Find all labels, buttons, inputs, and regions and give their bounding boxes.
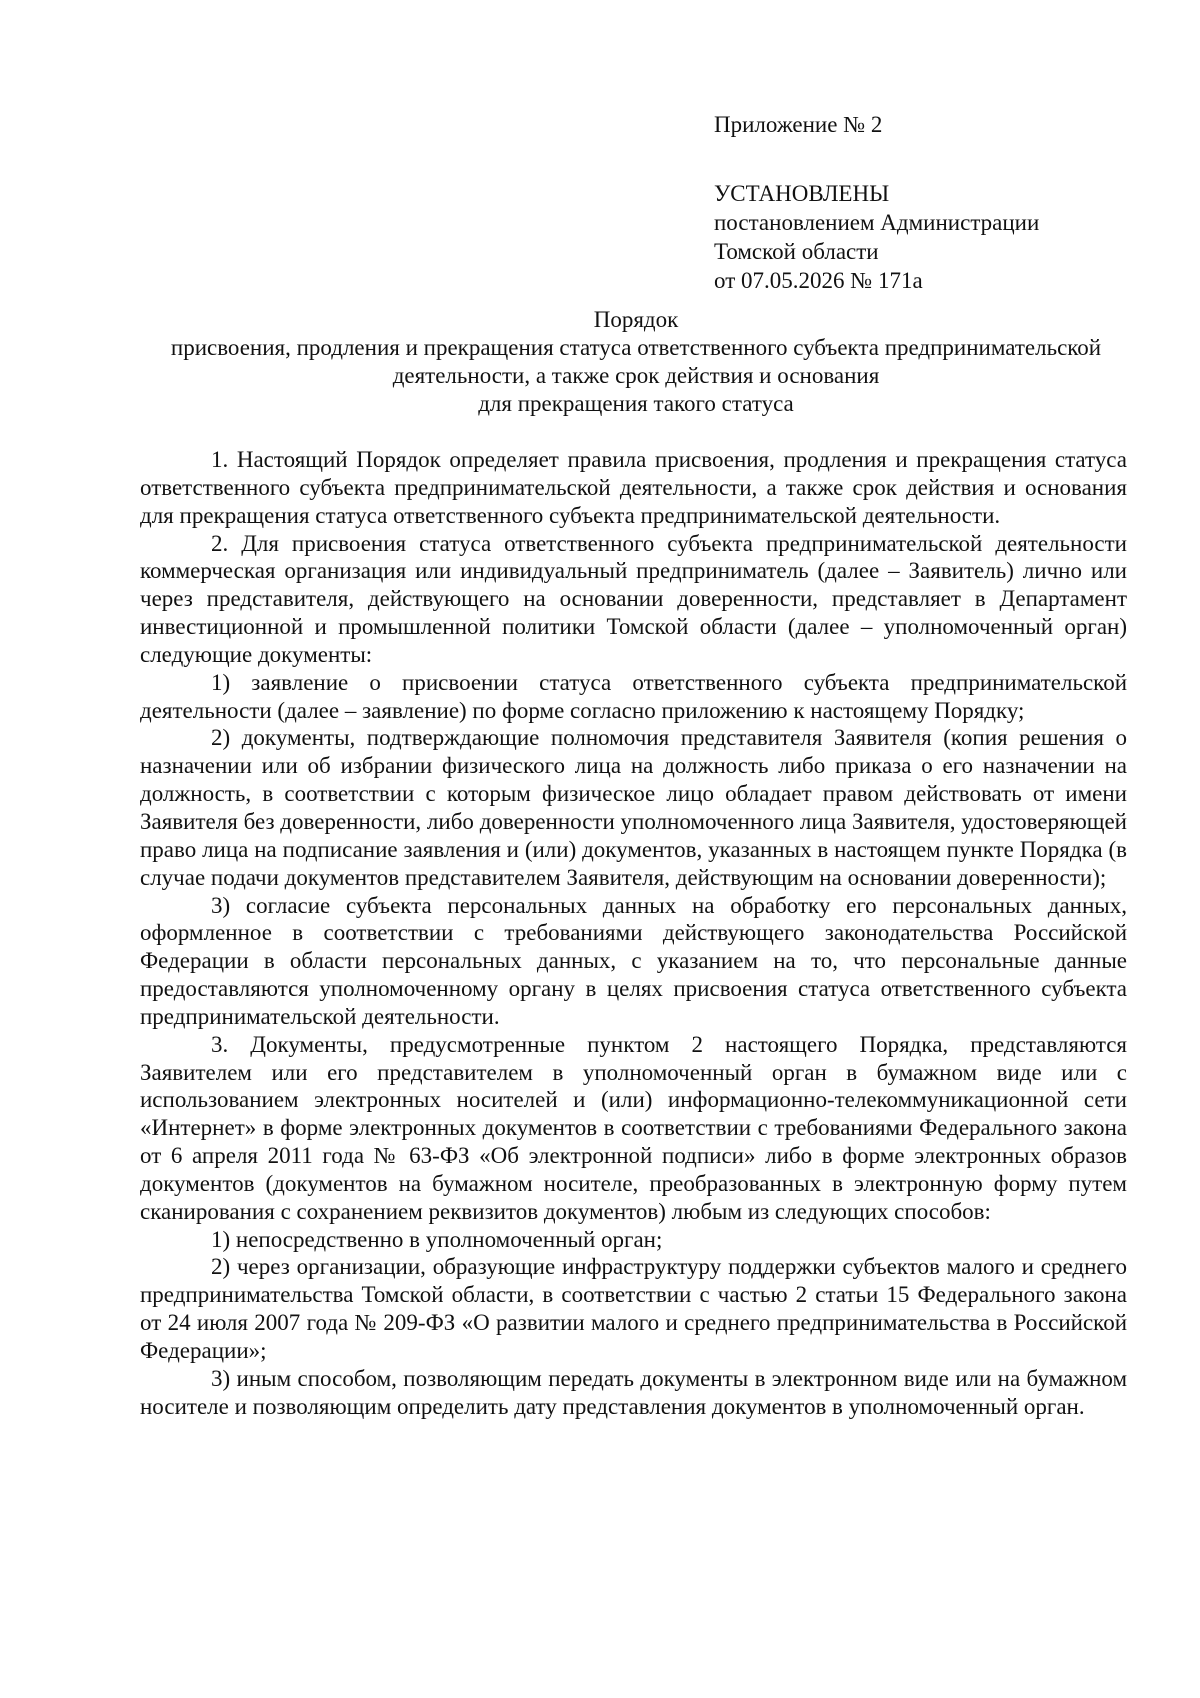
title-line-2: присвоения, продления и прекращения статуса ответственного субъекта предпринимательской bbox=[170, 335, 1102, 360]
paragraph-1: 1. Настоящий Порядок определяет правила присвоения, продления и прекращения статуса ответственного субъекта предпринимательской деятельности, а также срок действия и основания для прекращения статуса ответственного субъекта предпринимательской деятельности. bbox=[140, 447, 1127, 528]
approval-heading: УСТАНОВЛЕНЫ bbox=[714, 181, 890, 206]
paragraph-3-item-2: 2) через организации, образующие инфраструктуру поддержки субъектов малого и среднего предпринимательства Томской области, в соответствии с частью 2 статьи 15 Федерального закона от 24 июля 2007 года № 209-ФЗ «О развитии малого и среднего предпринимательства в Российской Федерации»; bbox=[140, 1254, 1127, 1363]
title-line-1: Порядок bbox=[593, 307, 679, 332]
paragraph-2-item-2: 2) документы, подтверждающие полномочия представителя Заявителя (копия решения о назначении или об избрании физического лица на должность либо приказа о его назначении на должность, в соответствии с которым физическое лицо обладает правом действовать от имени Заявителя без доверенности, либо доверенности уполномоченного лица Заявителя, удостоверяющей право лица на подписание заявления и (или) документов, указанных в настоящем пункте Порядка (в случае подачи документов представителем Заявителя, действующим на основании доверенности); bbox=[140, 725, 1127, 890]
title-line-4: для прекращения такого статуса bbox=[478, 391, 794, 416]
document-title bbox=[140, 306, 1132, 418]
paragraph-3: 3. Документы, предусмотренные пунктом 2 настоящего Порядка, представляются Заявителем или его представителем в уполномоченный орган в бумажном виде или с использованием электронных носителей и (или) информационно-телекоммуникационной сети «Интернет» в форме электронных документов в соответствии с требованиями Федерального закона от 6 апреля 2011 года № 63-ФЗ «Об электронной подписи» либо в форме электронных образов документов (документов на бумажном носителе, преобразованных в электронную форму путем сканирования с сохранением реквизитов документов) любым из следующих способов: bbox=[140, 1031, 1127, 1224]
title-line-3: деятельности, а также срок действия и основания bbox=[392, 363, 880, 388]
paragraph-3-item-3: 3) иным способом, позволяющим передать документы в электронном виде или на бумажном носителе и позволяющим определить дату представления документов в уполномоченный орган. bbox=[140, 1365, 1127, 1419]
approval-line-3: от 07.05.2026 № 171а bbox=[714, 268, 923, 293]
document-body bbox=[140, 446, 1127, 1421]
annex-number: Приложение № 2 bbox=[714, 112, 883, 137]
paragraph-3-item-1: 1) непосредственно в уполномоченный орган; bbox=[211, 1226, 663, 1252]
approval-block bbox=[714, 110, 1039, 295]
paragraph-2: 2. Для присвоения статуса ответственного субъекта предпринимательской деятельности коммерческая организация или индивидуальный предприниматель (далее – Заявитель) лично или через представителя, действующего на основании доверенности, представляет в Департамент инвестиционной и промышленной политики Томской области (далее – уполномоченный орган) следующие документы: bbox=[140, 530, 1127, 667]
approval-line-1: постановлением Администрации bbox=[714, 210, 1040, 235]
approval-line-2: Томской области bbox=[714, 239, 879, 264]
paragraph-2-item-3: 3) согласие субъекта персональных данных на обработку его персональных данных, оформленное в соответствии с требованиями действующего законодательства Российской Федерации в области персональных данных, с указанием на то, что персональные данные предоставляются уполномоченному органу в целях присвоения статуса ответственного субъекта предпринимательской деятельности. bbox=[140, 892, 1127, 1029]
paragraph-2-item-1: 1) заявление о присвоении статуса ответственного субъекта предпринимательской деятельности (далее – заявление) по форме согласно приложению к настоящему Порядку; bbox=[140, 669, 1127, 723]
